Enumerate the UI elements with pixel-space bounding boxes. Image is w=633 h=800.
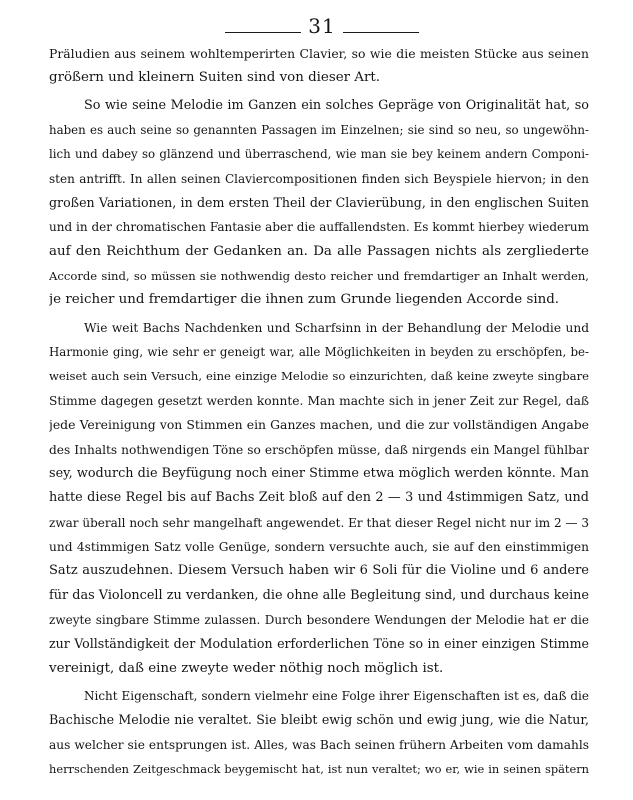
text-line: Harmonie ging, wie sehr er geneigt war, alle Möglichkeiten in beyden zu erschöpfen, be-	[49, 345, 589, 360]
paragraph-3	[49, 316, 589, 681]
text-line: Accorde sind, so müssen sie nothwendig desto reicher und fremdartiger an Inhalt werden,	[49, 269, 589, 284]
text-line: und 4stimmigen Satz volle Genüge, sondern versuchte auch, sie auf den einstimmigen	[49, 539, 589, 554]
page-number: 31	[308, 14, 336, 38]
text-line: hatte diese Regel bis auf Bachs Zeit bloß auf den 2 — 3 und 4stimmigen Satz, und	[49, 490, 589, 506]
text-line: des Inhalts nothwendigen Töne so erschöpfen müsse, daß nirgends ein Mangel fühlbar	[49, 442, 589, 457]
text-line: Nicht Eigenschaft, sondern vielmehr eine Folge ihrer Eigenschaften ist es, daß die	[84, 688, 589, 703]
text-line: sten antrifft. In allen seinen Claviercompositionen finden sich Beyspiele hiervon; in den	[49, 171, 589, 186]
paragraph-1	[49, 42, 589, 91]
text-line: Wie weit Bachs Nachdenken und Scharfsinn in der Behandlung der Melodie und	[84, 320, 589, 335]
text-line: Bachische Melodie nie veraltet. Sie bleibt ewig schön und ewig jung, wie die Natur,	[49, 712, 589, 728]
text-line: sey, wodurch die Beyfügung noch einer Stimme etwa möglich werden könnte. Man	[49, 465, 589, 481]
header-rule-right	[343, 32, 419, 33]
text-line: Präludien aus seinem wohltemperirten Clavier, so wie die meisten Stücke aus seinen	[49, 46, 589, 61]
text-line: So wie seine Melodie im Ganzen ein solches Gepräge von Originalität hat, so	[84, 97, 589, 113]
body-text	[49, 42, 589, 781]
text-line: aus welcher sie entsprungen ist. Alles, was Bach seinen frühern Arbeiten vom damahls	[49, 737, 589, 752]
text-line: zur Vollständigkeit der Modulation erforderlichen Töne so in einer einzigen Stimme	[49, 636, 589, 652]
text-line: für das Violoncell zu verdanken, die ohne alle Begleitung sind, und durchaus keine	[49, 587, 589, 603]
text-line: haben es auch seine so genannten Passagen im Einzelnen; sie sind so neu, so ungewöhn-	[49, 123, 589, 138]
text-line: weiset auch sein Versuch, eine einzige Melodie so einzurichten, daß keine zweyte singbare	[49, 369, 589, 384]
text-line: vereinigt, daß eine zweyte weder nöthig noch möglich ist.	[49, 660, 444, 676]
text-line: größern und kleinern Suiten sind von dieser Art.	[49, 70, 381, 86]
text-line: jede Vereinigung von Stimmen ein Ganzes machen, und die zur vollständigen Angabe	[49, 417, 589, 433]
header-rule-left	[225, 32, 301, 33]
text-line: herrschenden Zeitgeschmack beygemischt hat, ist nun veraltet; wo er, wie in seinen spätern	[49, 761, 589, 776]
text-line: Satz auszudehnen. Diesem Versuch haben wir 6 Soli für die Violine und 6 andere	[49, 563, 589, 579]
text-line: großen Variationen, in dem ersten Theil der Clavierübung, in den englischen Suiten	[49, 195, 589, 211]
text-line: Stimme dagegen gesetzt werden konnte. Man machte sich in jener Zeit zur Regel, daß	[49, 393, 589, 408]
text-line: je reicher und fremdartiger die ihnen zum Grunde liegenden Accorde sind.	[49, 292, 560, 308]
paragraph-2	[49, 94, 589, 313]
text-line: und in der chromatischen Fantasie aber die auffallendsten. Es kommt hierbey wiederum	[49, 220, 589, 235]
text-line: zwar überall noch sehr mangelhaft angewendet. Er that dieser Regel nicht nur im 2 — 3	[49, 515, 589, 530]
text-line: auf den Reichthum der Gedanken an. Da alle Passagen nichts als zergliederte	[49, 243, 589, 259]
paragraph-4	[49, 684, 589, 781]
text-line: lich und dabey so glänzend und überraschend, wie man sie bey keinem andern Componi-	[49, 147, 589, 162]
text-line: zweyte singbare Stimme zulassen. Durch besondere Wendungen der Melodie hat er die	[49, 612, 589, 627]
